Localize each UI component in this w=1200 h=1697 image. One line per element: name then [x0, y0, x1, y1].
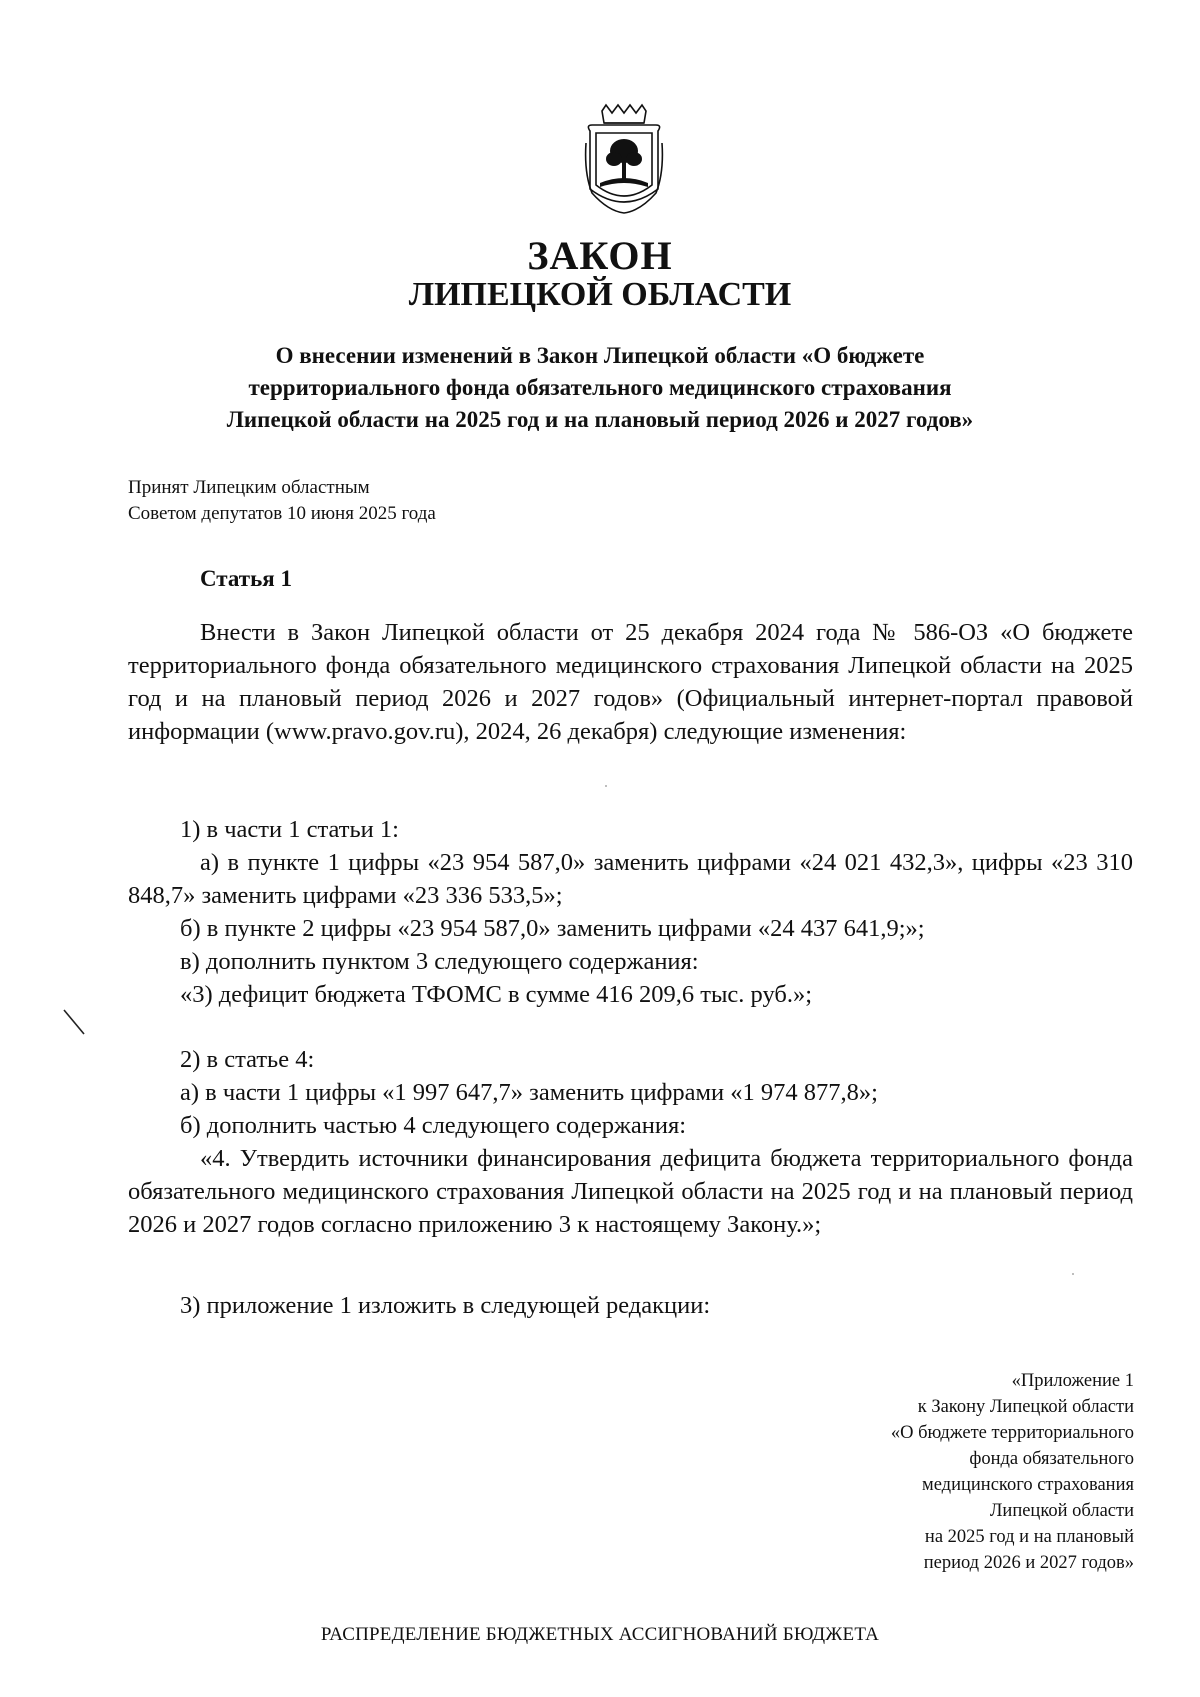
item-1-b: б) в пункте 2 цифры «23 954 587,0» заменить цифрами «24 437 641,9;»;: [180, 915, 925, 942]
scan-fleck: [1072, 1273, 1074, 1275]
adoption-line: Принят Липецким областным: [128, 477, 370, 498]
subtitle-line: территориального фонда обязательного медицинского страхования: [248, 375, 952, 400]
region-title: ЛИПЕЦКОЙ ОБЛАСТИ: [408, 276, 792, 313]
intro-text: Внести в Закон Липецкой области от 25 декабря 2024 года № 586-ОЗ «О бюджете территориального фонда обязательного медицинского страхования Липецкой области на 2025 год и на плановый период 2026 и 2027 годов» (Официальный интернет-портал правовой информации (www.pravo.gov.ru), 2024, 26 декабря) следующие изменения:: [128, 619, 1133, 745]
item-3-heading: 3) приложение 1 изложить в следующей редакции:: [180, 1292, 711, 1319]
item-2-heading: 2) в статье 4:: [180, 1046, 315, 1073]
appendix-line: период 2026 и 2027 годов»: [923, 1553, 1134, 1573]
item-1-heading: 1) в части 1 статьи 1:: [180, 816, 399, 843]
scan-fleck: [605, 785, 607, 787]
intro-paragraph: [128, 616, 1133, 748]
subtitle-line: Липецкой области на 2025 год и на плановый период 2026 и 2027 годов»: [226, 407, 974, 432]
item-1-c: в) дополнить пунктом 3 следующего содержания:: [180, 948, 699, 975]
item-2-a: а) в части 1 цифры «1 997 647,7» заменить цифрами «1 974 877,8»;: [180, 1079, 878, 1106]
item-2-b-text: «4. Утвердить источники финансирования дефицита бюджета территориального фонда обязательного медицинского страхования Липецкой области на 2025 год и на плановый период 2026 и 2027 годов согласно приложению 3 к настоящему Закону.»;: [128, 1145, 1133, 1238]
appendix-line: к Закону Липецкой области: [917, 1397, 1134, 1417]
appendix-line: на 2025 год и на плановый: [924, 1527, 1134, 1547]
item-2-b: б) дополнить частью 4 следующего содержания:: [180, 1112, 687, 1139]
adoption-note: [128, 475, 436, 527]
appendix-header: [714, 1368, 1134, 1576]
appendix-line: фонда обязательного: [969, 1449, 1134, 1469]
appendix-line: «О бюджете территориального: [890, 1423, 1134, 1443]
subtitle-line: О внесении изменений в Закон Липецкой области «О бюджете: [275, 343, 925, 368]
appendix-line: «Приложение 1: [1011, 1371, 1134, 1391]
law-subtitle: [150, 340, 1050, 436]
appendix-line: Липецкой области: [989, 1501, 1134, 1521]
lipetsk-coat-of-arms-icon: [582, 103, 666, 215]
law-title: ЗАКОН: [527, 233, 673, 278]
scan-mark: [62, 1008, 88, 1038]
article-heading: Статья 1: [200, 566, 292, 591]
item-1-a: а) в пункте 1 цифры «23 954 587,0» заменить цифрами «24 021 432,3», цифры «23 310 848,7» заменить цифрами «23 336 533,5»;: [128, 849, 1133, 909]
adoption-line: Советом депутатов 10 июня 2025 года: [128, 503, 436, 524]
allocation-title: РАСПРЕДЕЛЕНИЕ БЮДЖЕТНЫХ АССИГНОВАНИЙ БЮДЖЕТА: [320, 1624, 880, 1645]
item-1-c-text: «3) дефицит бюджета ТФОМС в сумме 416 209,6 тыс. руб.»;: [180, 981, 813, 1008]
item-3: [128, 1289, 1133, 1322]
item-1: [128, 813, 1133, 1011]
item-2: [128, 1043, 1133, 1241]
appendix-line: медицинского страхования: [922, 1475, 1134, 1495]
